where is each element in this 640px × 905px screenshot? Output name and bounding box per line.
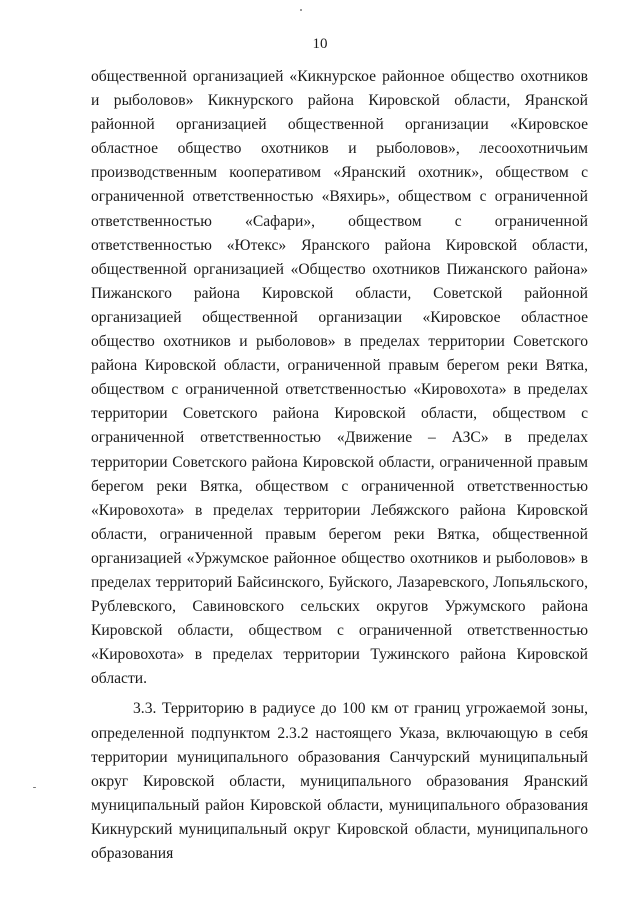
page-number: 10 <box>312 36 328 52</box>
scan-artifact <box>33 787 36 788</box>
paragraph-3-3: 3.3. Территорию в радиусе до 100 км от границ угрожаемой зоны, определенной подпунктом 2.3.2 настоящего Указа, включающую в себя территории муниципального образования Санчурский муниципальный округ Кировской области, муниципального образования Яранский муниципальный район Кировской области, муниципального образования Кикнурский муниципальный округ Кировской области, муниципального образования <box>91 700 588 862</box>
paragraph-continuation: общественной организацией «Кикнурское районное общество охотников и рыболовов» Кикнурского района Кировской области, Яранской районной организацией общественной организации «Кировское областное общество охотников и рыболовов», лесоохотничьим производственным кооперативом «Яранский охотник», обществом с ограниченной ответственностью «Вяхирь», обществом с ограниченной ответственностью «Сафари», обществом с ограниченной ответственностью «Ютекс» Яранского района Кировской области, общественной организацией «Общество охотников Пижанского района» Пижанского района Кировской области, Советской районной организацией общественной организации «Кировское областное общество охотников и рыболовов» в пределах территории Советского района Кировской области, ограниченной правым берегом реки Вятка, обществом с ограниченной ответственностью «Кировохота» в пределах территории Советского района Кировской области, обществом с ограниченной ответственностью «Движение – АЗС» в пределах территории Советского района Кировской области, ограниченной правым берегом реки Вятка, обществом с ограниченной ответственностью «Кировохота» в пределах территории Лебяжского района Кировской области, ограниченной правым берегом реки Вятка, общественной организацией «Уржумское районное общество охотников и рыболовов» в пределах территорий Байсинского, Буйского, Лазаревского, Лопьяльского, Рублевского, Савиновского сельских округов Уржумского района Кировской области, обществом с ограниченной ответственностью «Кировохота» в пределах территории Тужинского района Кировской области. <box>91 68 588 688</box>
document-body <box>91 65 588 866</box>
scan-artifact <box>300 9 302 11</box>
